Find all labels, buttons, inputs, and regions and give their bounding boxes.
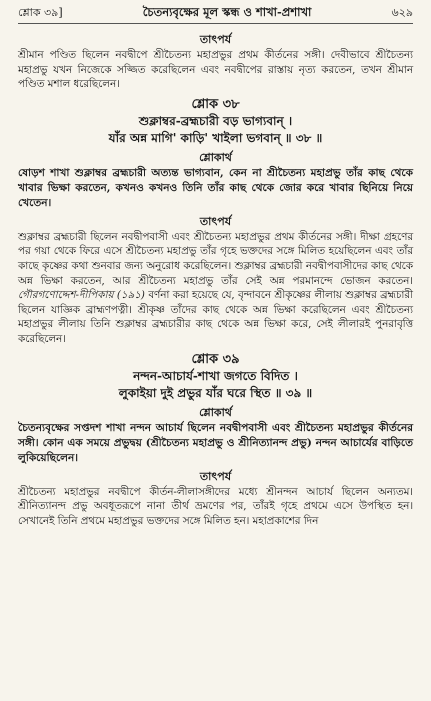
translation-heading: শ্লোকার্থ bbox=[199, 405, 232, 419]
running-header bbox=[18, 4, 413, 24]
purport-text: বর্ণনা করা হয়েছে যে, বৃন্দাবনে শ্রীকৃষ্ণের লীলায় শুক্লাম্বর ব্রহ্মচারী ছিলেন যাজ্ঞিক ব্রাহ্মণপত্নী। শ্রীকৃষ্ণ তাঁদের কাছ থেকে অন্ন ভিক্ষা করেছিলেন এবং শ্রীচৈতন্য মহাপ্রভুর লীলায় তিনি শুক্লাম্বর ব্রহ্মচারীর কাছ থেকে অন্ন ভিক্ষা করে, সেই লীলারই পুনরাবৃত্তি করেছিলেন। bbox=[18, 289, 413, 345]
purport-citation: গৌরগণোদ্দেশ-দীপিকায় (১৯১) bbox=[18, 289, 145, 302]
purport-paragraph bbox=[18, 230, 413, 347]
verse-line: যাঁর অন্ন মাগি' কাড়ি' খাইলা ভগবান্ ॥ ৩৮ ॥ bbox=[108, 130, 323, 145]
purport-paragraph: শ্রীমান পণ্ডিত ছিলেন নবদ্বীপে শ্রীচৈতন্য মহাপ্রভুর প্রথম কীর্তনের সঙ্গী। দেবীভাবে শ্রীচৈতন্য মহাপ্রভু যখন নিজেকে সজ্জিত করেছিলেন এবং নবদ্বীপের রাস্তায় নৃত্য করতেন, তখন শ্রীমান পণ্ডিত মশাল ধরেছিলেন। bbox=[18, 49, 413, 91]
purport-heading: তাৎপর্য bbox=[199, 214, 232, 228]
verse-line: লুকাইয়া দুই প্রভুর যাঁর ঘরে স্থিত ॥ ৩৯ ॥ bbox=[118, 385, 313, 400]
translation-heading: শ্লোকার্থ bbox=[199, 150, 232, 164]
purport-heading: তাৎপর্য bbox=[199, 469, 232, 483]
purport-paragraph: শ্রীচৈতন্য মহাপ্রভুর নবদ্বীপে কীর্তন-লীলাসঙ্গীদের মধ্যে শ্রীনন্দন আচার্য ছিলেন অন্যতম। শ্রীনিত্যানন্দ প্রভু অবধূতরূপে নানা তীর্থ ভ্রমণের পর, তাঁরই গৃহে প্রথমে এসে উপস্থিত হন। সেখানেই তিনি প্রথমে মহাপ্রভুর ভক্তদের সঙ্গে মিলিত হন। মহাপ্রকাশের দিন bbox=[18, 485, 413, 527]
chapter-title: চৈতন্যবৃক্ষের মূল স্কন্ধ ও শাখা-প্রশাখা bbox=[142, 5, 312, 19]
verse-reference: শ্লোক ৩৯] bbox=[18, 6, 63, 19]
translation-paragraph: চৈতন্যবৃক্ষের সপ্তদশ শাখা নন্দন আচার্য ছিলেন নবদ্বীপবাসী এবং শ্রীচৈতন্য মহাপ্রভুর কীর্তনের সঙ্গী। কোন এক সময়ে প্রভুদ্বয় (শ্রীচৈতন্য মহাপ্রভু ও শ্রীনিত্যানন্দ প্রভু) নন্দন আচার্যের বাড়িতে লুকিয়েছিলেন। bbox=[18, 421, 413, 464]
verse-line: শুক্লাম্বর-ব্রহ্মচারী বড় ভাগ্যবান্ । bbox=[138, 113, 293, 128]
verse-number: শ্লোক ৩৮ bbox=[191, 96, 240, 112]
translation-paragraph: ষোড়শ শাখা শুক্লাম্বর ব্রহ্মচারী অত্যন্ত ভাগ্যবান, কেন না শ্রীচৈতন্য মহাপ্রভু তাঁর কাছ থেকে খাবার ভিক্ষা করতেন, কখনও কখনও তিনি তাঁর কাছ থেকে জোর করে খাবার ছিনিয়ে নিয়ে খেতেন। bbox=[18, 166, 413, 209]
verse-number: শ্লোক ৩৯ bbox=[191, 351, 240, 367]
purport-heading: তাৎপর্য bbox=[199, 33, 232, 46]
page-number: ৬২৯ bbox=[391, 6, 413, 19]
purport-text: শুক্লাম্বর ব্রহ্মচারী ছিলেন নবদ্বীপবাসী এবং শ্রীচৈতন্য মহাপ্রভুর প্রথম কীর্তনের সঙ্গী। দীক্ষা গ্রহণের পর গয়া থেকে ফিরে এসে শ্রীচৈতন্য মহাপ্রভু তাঁর গৃহে ভক্তদের সঙ্গে মিলিত হয়েছিলেন এবং তাঁর কাছে কৃষ্ণের কথা শুনবার জন্য অনুরোধ করেছিলেন। শুক্লাম্বর ব্রহ্মচারী নবদ্বীপবাসীদের কাছ থেকে অন্ন ভিক্ষা করতেন, আর শ্রীচৈতন্য মহাপ্রভু তাঁর সেই অন্ন পরমানন্দে ভোজন করতেন। bbox=[18, 230, 413, 287]
verse-line: নন্দন-আচার্য-শাখা জগতে বিদিত । bbox=[133, 368, 298, 383]
